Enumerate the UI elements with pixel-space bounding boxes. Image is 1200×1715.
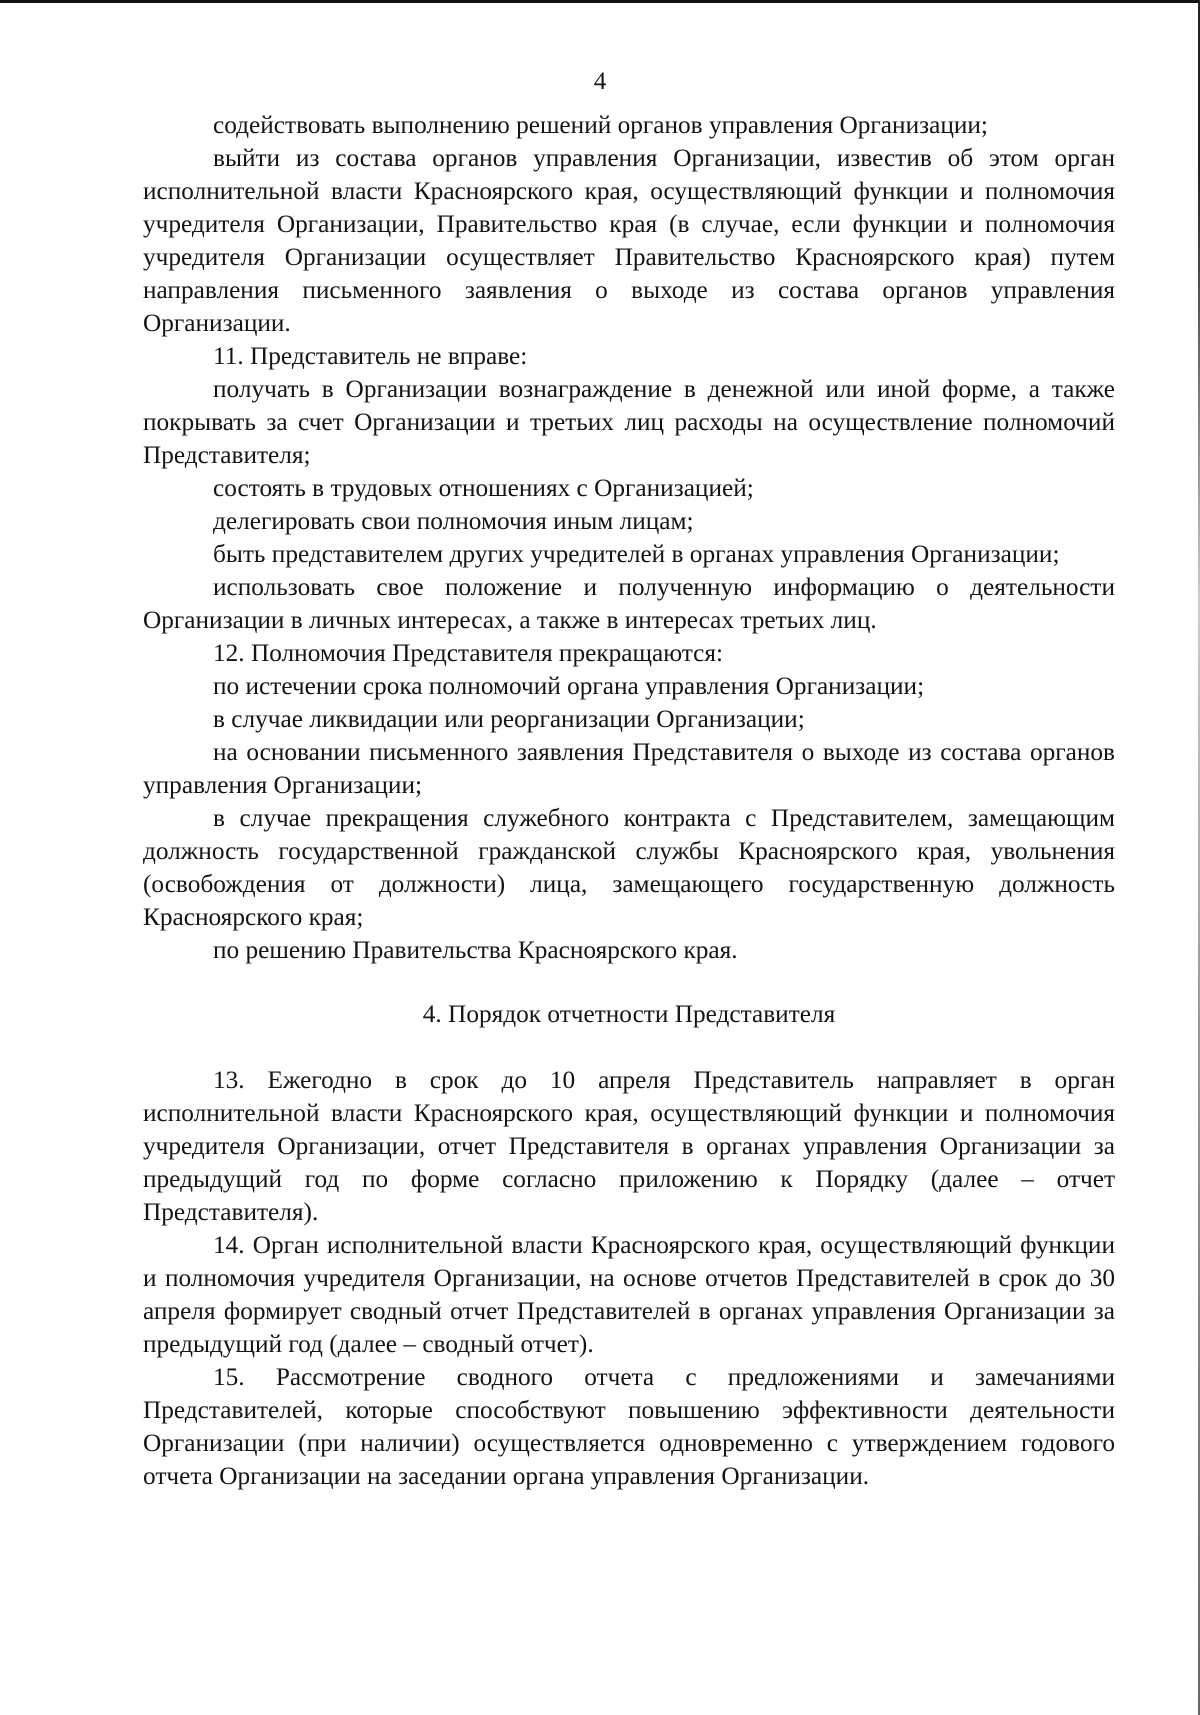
paragraph: использовать свое положение и полученную информацию о деятельности Организации в личных интересах, а также в интересах третьих лиц. <box>143 573 1115 634</box>
paragraph: в случае прекращения служебного контракта с Представителем, замещающим должность государственной гражданской службы Красноярского края, увольнения (освобождения от должности) лица, замещающего государственную должность Красноярского края; <box>143 804 1115 931</box>
paragraph: делегировать свои полномочия иным лицам; <box>213 507 694 535</box>
paragraph: 11. Представитель не вправе: <box>213 342 528 370</box>
page-number: 4 <box>593 68 607 95</box>
paragraph: 12. Полномочия Представителя прекращаются: <box>213 639 724 667</box>
paragraph: 14. Орган исполнительной власти Красноярского края, осуществляющий функции и полномочия учредителя Организации, на основе отчетов Представителей в срок до 30 апреля формирует сводный отчет Представителей в органах управления Организации за предыдущий год (далее – сводный отчет). <box>143 1231 1115 1358</box>
paragraph: выйти из состава органов управления Организации, известив об этом орган исполнительной власти Красноярского края, осуществляющий функции и полномочия учредителя Организации, Правительство края (в случае, если функции и полномочия учредителя Организации осуществляет Правительство Красноярского края) путем направления письменного заявления о выходе из состава органов управления Организации. <box>143 144 1115 337</box>
document-body <box>143 109 1115 1493</box>
paragraph: в случае ликвидации или реорганизации Организации; <box>213 705 805 733</box>
scan-edge-top <box>0 0 1200 3</box>
paragraph: по решению Правительства Красноярского края. <box>213 936 738 964</box>
paragraph: на основании письменного заявления Представителя о выходе из состава органов управления Организации; <box>143 738 1115 799</box>
paragraph: состоять в трудовых отношениях с Организацией; <box>213 474 754 502</box>
paragraph: получать в Организации вознаграждение в денежной или иной форме, а также покрывать за счет Организации и третьих лиц расходы на осуществление полномочий Представителя; <box>143 375 1115 469</box>
paragraph: 13. Ежегодно в срок до 10 апреля Представитель направляет в орган исполнительной власти Красноярского края, осуществляющий функции и полномочия учредителя Организации, отчет Представителя в органах управления Организации за предыдущий год по форме согласно приложению к Порядку (далее – отчет Представителя). <box>143 1066 1115 1226</box>
paragraph: содействовать выполнению решений органов управления Организации; <box>213 111 988 139</box>
paragraph: по истечении срока полномочий органа управления Организации; <box>213 672 925 700</box>
section-heading: 4. Порядок отчетности Представителя <box>422 1000 836 1028</box>
paragraph: быть представителем других учредителей в органах управления Организации; <box>213 540 1060 568</box>
paragraph: 15. Рассмотрение сводного отчета с предложениями и замечаниями Представителей, которые способствуют повышению эффективности деятельности Организации (при наличии) осуществляется одновременно с утверждением годового отчета Организации на заседании органа управления Организации. <box>143 1363 1115 1490</box>
